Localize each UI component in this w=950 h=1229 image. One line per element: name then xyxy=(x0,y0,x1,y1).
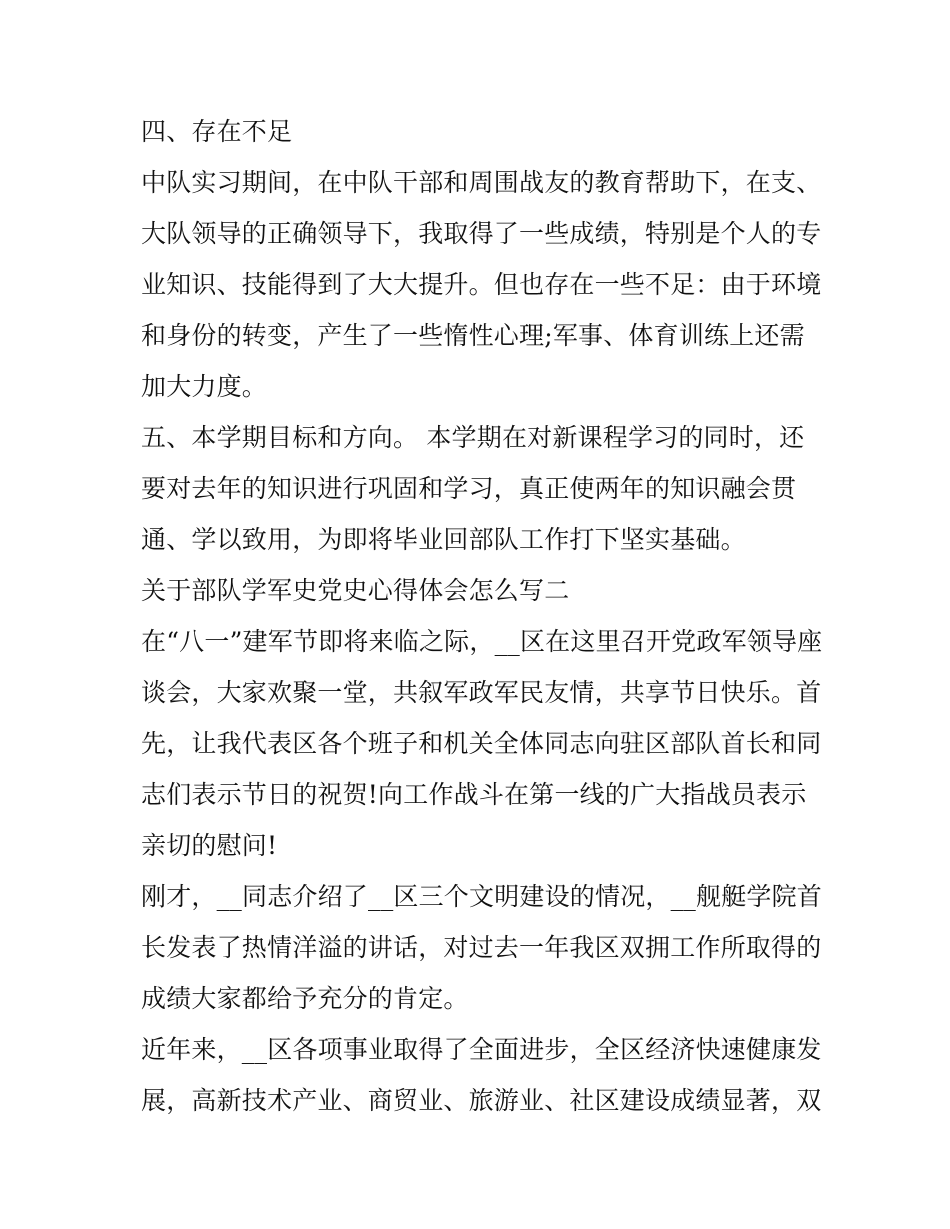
paragraph-line: 和身份的转变，产生了一些惰性心理;军事、体育训练上还需 xyxy=(141,321,805,350)
paragraph-line: 亲切的慰问! xyxy=(141,831,278,860)
paragraph-line: 大队领导的正确领导下，我取得了一些成绩，特别是个人的专 xyxy=(141,219,822,248)
paragraph-line: 谈会，大家欢聚一堂，共叙军政军民友情，共享节日快乐。首 xyxy=(141,678,822,707)
paragraph-line: 近年来，__区各项事业取得了全面进步，全区经济快速健康发 xyxy=(141,1035,822,1064)
paragraph-line: 加大力度。 xyxy=(141,372,268,401)
paragraph-line: 成绩大家都给予充分的肯定。 xyxy=(141,984,469,1013)
article-title-two: 关于部队学军史党史心得体会怎么写二 xyxy=(141,576,570,605)
paragraph-line: 长发表了热情洋溢的讲话，对过去一年我区双拥工作所取得的 xyxy=(141,933,822,962)
paragraph-line: 要对去年的知识进行巩固和学习，真正使两年的知识融会贯 xyxy=(141,474,797,503)
section-heading-goals: 五、本学期目标和方向。 本学期在对新课程学习的同时，还 xyxy=(141,423,805,452)
paragraph-line: 在“八一”建军节即将来临之际，__区在这里召开党政军领导座 xyxy=(141,627,823,656)
section-heading-shortcomings: 四、存在不足 xyxy=(141,117,293,146)
paragraph-line: 中队实习期间，在中队干部和周围战友的教育帮助下，在支、 xyxy=(141,168,822,197)
paragraph-line: 展，高新技术产业、商贸业、旅游业、社区建设成绩显著，双 xyxy=(141,1086,822,1115)
paragraph-line: 通、学以致用，为即将毕业回部队工作打下坚实基础。 xyxy=(141,525,746,554)
paragraph-line: 业知识、技能得到了大大提升。但也存在一些不足：由于环境 xyxy=(141,270,822,299)
paragraph-line: 刚才，__同志介绍了__区三个文明建设的情况，__舰艇学院首 xyxy=(141,882,823,911)
document-body xyxy=(141,106,823,1126)
paragraph-line: 志们表示节日的祝贺!向工作战斗在第一线的广大指战员表示 xyxy=(141,780,807,809)
paragraph-line: 先，让我代表区各个班子和机关全体同志向驻区部队首长和同 xyxy=(141,729,822,758)
